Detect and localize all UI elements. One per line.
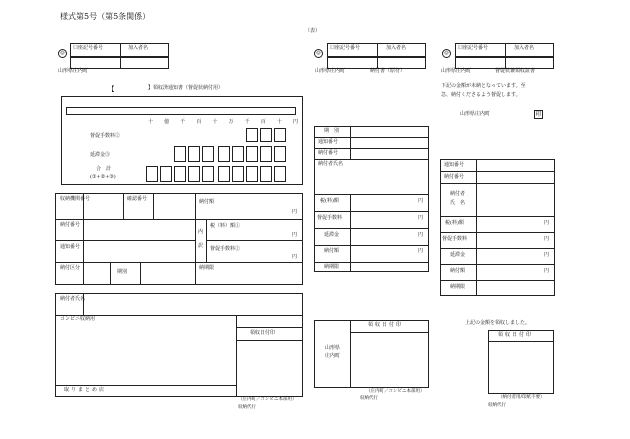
agent-note: 収納代行 xyxy=(238,405,256,410)
digit-cell xyxy=(188,146,200,162)
digit-label: 百 xyxy=(196,119,202,125)
digit-cell xyxy=(246,146,258,162)
side-label: （表） xyxy=(305,28,321,34)
digit-cell xyxy=(202,166,214,182)
payer-label: 納付者 xyxy=(450,191,466,197)
divider xyxy=(120,57,121,69)
period-label: 期 別 xyxy=(324,128,340,134)
late-label: 延滞金③ xyxy=(90,152,111,158)
digit-label: 十 xyxy=(212,119,218,125)
divider xyxy=(55,219,195,220)
account-label: 口座記号番号 xyxy=(458,45,489,51)
late-label: 延滞金 xyxy=(450,252,466,258)
digit-cell xyxy=(232,166,244,182)
total-label: 納付額 xyxy=(450,268,466,274)
tax-label: 税(料)額 xyxy=(320,198,339,204)
digit-label: 千 xyxy=(180,119,186,125)
divider xyxy=(314,194,429,195)
divider xyxy=(488,341,554,342)
conv-label: コンビニ収納用 xyxy=(60,316,96,322)
divider xyxy=(350,126,351,159)
divider xyxy=(314,228,429,229)
subscriber-label: 加入者名 xyxy=(514,45,535,51)
digit-label: 千 xyxy=(244,119,250,125)
yen: 円 xyxy=(292,232,298,238)
total-label: 合 計 xyxy=(96,166,112,172)
divider xyxy=(314,245,429,246)
divider xyxy=(350,320,351,388)
deadline-label: 納期限 xyxy=(450,284,466,290)
digit-cell xyxy=(160,166,172,182)
divider xyxy=(440,248,555,249)
seal-icon: 印 xyxy=(535,111,542,118)
notice-title: 】領収済通知書（督促状納付用） xyxy=(148,85,224,91)
fee-label: 督促手数料② xyxy=(210,246,241,252)
circle-mark: ◎ xyxy=(314,49,323,58)
agent-note: （納付者用/印紙不要） xyxy=(498,395,545,400)
notice-text: 急、納付くださるよう督促します。 xyxy=(441,92,521,98)
divider xyxy=(314,148,429,149)
tax-label: 税(料)額 xyxy=(445,220,464,226)
notice-text: 下記の金額が未納となっています。至 xyxy=(441,83,526,89)
digit-cell xyxy=(188,166,200,182)
divider xyxy=(123,193,124,219)
subscriber-label: 加入者名 xyxy=(128,45,149,51)
receipt-text: 上記の金額を領収しました。 xyxy=(465,320,531,326)
divider xyxy=(476,159,477,296)
divider xyxy=(505,43,506,57)
agency-label: 収納機関番号 xyxy=(60,196,91,202)
late-label: 延滞金 xyxy=(324,232,340,238)
divider xyxy=(120,43,121,57)
divider xyxy=(83,193,84,285)
digit-cell xyxy=(246,166,258,182)
issuer2: 山形県庄内町 xyxy=(460,111,491,117)
yen: 円 xyxy=(544,252,550,258)
stamp-label: 領収日付印 xyxy=(250,330,276,336)
payer-block xyxy=(55,293,303,397)
divider xyxy=(350,194,351,272)
digit-cell xyxy=(202,146,214,162)
title-bracket: 【 xyxy=(108,85,115,93)
divider xyxy=(440,171,555,172)
yen: 円 xyxy=(544,236,550,242)
yen: 円 xyxy=(418,215,424,221)
digit-cell xyxy=(218,166,230,182)
divider xyxy=(236,340,303,341)
issuer-stamp: 山形県 xyxy=(325,345,341,351)
division-label: 納付区分 xyxy=(60,265,81,271)
payment-amount-label: 納付額 xyxy=(199,199,215,205)
payment-no-label: 納付番号 xyxy=(318,150,339,156)
divider xyxy=(440,232,555,233)
total-formula: (①+②+③) xyxy=(90,174,116,180)
digit-cell xyxy=(274,146,286,162)
payer-label: 納付者氏名 xyxy=(60,296,86,302)
period-label: 期別 xyxy=(117,269,128,275)
divider xyxy=(110,262,111,285)
divider xyxy=(377,43,378,57)
divider xyxy=(55,240,195,241)
digit-cell xyxy=(260,166,272,182)
notice-no-label: 通知番号 xyxy=(444,162,465,168)
digit-label: 十 xyxy=(148,119,154,125)
breakdown-uchi: 内 xyxy=(198,229,204,235)
divider xyxy=(314,137,429,138)
stamp-label: 領収日付印 xyxy=(368,322,404,328)
payment-no-label: 納付番号 xyxy=(444,174,465,180)
breakdown-wake: 訳 xyxy=(198,243,204,249)
handler-label: 取りまとめ店 xyxy=(64,387,107,393)
divider xyxy=(440,280,555,281)
circle-mark: ◎ xyxy=(442,49,451,58)
yen: 円 xyxy=(418,232,424,238)
divider xyxy=(153,193,154,219)
digit-cell xyxy=(260,146,272,162)
payment-no-label: 納付番号 xyxy=(60,222,81,228)
divider xyxy=(440,183,555,184)
issuer: 山形県庄内町 xyxy=(441,68,472,74)
digit-cell xyxy=(174,146,186,162)
deadline-label: 納期限 xyxy=(324,264,340,270)
divider xyxy=(195,219,303,220)
digit-cell xyxy=(274,128,286,142)
digit-label: 百 xyxy=(260,119,266,125)
subscriber-label: 加入者名 xyxy=(386,45,407,51)
info-table xyxy=(55,193,303,285)
divider xyxy=(55,385,236,386)
deadline-label: 納期限 xyxy=(199,265,215,271)
slip-title: 納付書（原符） xyxy=(370,68,406,74)
digit-label: 万 xyxy=(228,119,234,125)
yen: 円 xyxy=(292,254,298,260)
notice-no-label: 通知番号 xyxy=(60,244,81,250)
digit-label: 十 xyxy=(276,119,282,125)
fee-label: 督促手数料 xyxy=(442,236,468,242)
divider xyxy=(55,262,303,263)
digit-cell xyxy=(174,166,186,182)
agent-note: 収納代行 xyxy=(360,396,378,401)
digit-cell xyxy=(274,166,286,182)
payer-label: 氏 名 xyxy=(450,200,466,206)
form-number: 様式第5号（第5条関係） xyxy=(60,12,151,21)
issuer: 山形県庄内町 xyxy=(58,68,89,74)
notice-no-label: 通知番号 xyxy=(318,139,339,145)
banner-bar xyxy=(66,107,296,115)
divider xyxy=(236,327,303,328)
digit-cell xyxy=(218,146,230,162)
divider xyxy=(206,240,303,241)
agent-note: （庄内町／コンビニ本部用） xyxy=(366,389,425,394)
slip-title: 督促状兼領収証書 xyxy=(495,68,536,74)
fee-label: 督促手数料 xyxy=(317,215,343,221)
divider xyxy=(314,211,429,212)
circle-mark: ◎ xyxy=(58,49,67,58)
account-label: 口座記号番号 xyxy=(330,45,361,51)
account-label: 口座記号番号 xyxy=(73,45,104,51)
payer-label: 納付者氏名 xyxy=(318,161,344,167)
divider xyxy=(350,332,429,333)
tax-label: 税（料）額① xyxy=(210,223,241,229)
digit-label: 億 xyxy=(164,119,170,125)
yen: 円 xyxy=(418,198,424,204)
issuer: 山形県庄内町 xyxy=(315,68,346,74)
total-label: 納付額 xyxy=(324,248,340,254)
divider xyxy=(440,216,555,217)
stamp-box xyxy=(488,330,554,394)
divider xyxy=(314,262,429,263)
yen: 円 xyxy=(418,248,424,254)
digit-cell xyxy=(260,128,272,142)
digit-label: 円 xyxy=(292,119,298,125)
issuer-stamp: 庄内町 xyxy=(325,353,341,359)
divider xyxy=(195,193,196,285)
divider xyxy=(140,262,141,285)
divider xyxy=(440,264,555,265)
agent-note: （庄内町／コンビニ本部用） xyxy=(238,397,297,402)
divider xyxy=(314,159,429,160)
confirm-label: 確認番号 xyxy=(127,196,148,202)
yen: 円 xyxy=(544,220,550,226)
yen: 円 xyxy=(544,268,550,274)
digit-cell xyxy=(146,166,158,182)
digit-cell xyxy=(232,146,244,162)
agent-note: 収納代行 xyxy=(488,403,506,408)
yen: 円 xyxy=(292,209,298,215)
digit-cell xyxy=(246,128,258,142)
digit-row xyxy=(148,118,298,126)
stamp-label: 領収日付印 xyxy=(498,332,534,338)
fee-label: 督促手数料② xyxy=(90,133,121,139)
